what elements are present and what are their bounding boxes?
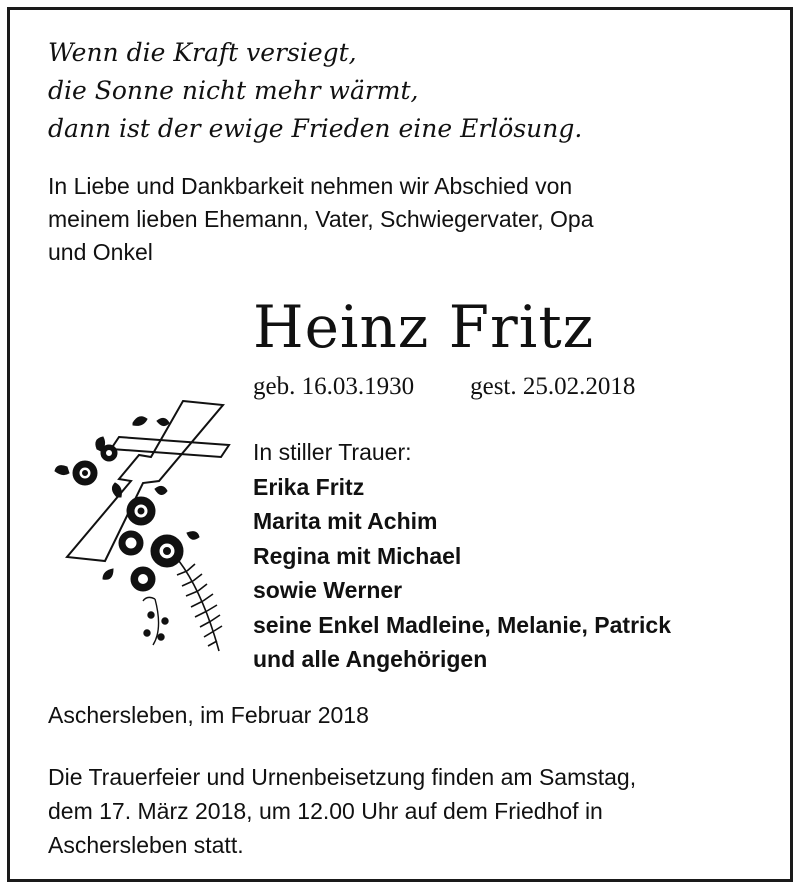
service-line: Aschersleben statt.: [48, 832, 244, 858]
mourner-name: sowie Werner: [253, 577, 403, 603]
birth-date: geb. 16.03.1930: [253, 373, 415, 400]
intro-line: In Liebe und Dankbarkeit nehmen wir Abschied von: [48, 173, 573, 199]
intro-text: [48, 170, 748, 269]
deceased-name: Heinz Fritz: [253, 293, 595, 361]
mourner-name: Regina mit Michael: [253, 542, 462, 569]
death-date: gest. 25.02.2018: [470, 373, 636, 400]
poem-line: Wenn die Kraft versiegt,: [48, 38, 357, 67]
poem-line: die Sonne nicht mehr wärmt,: [48, 76, 419, 105]
service-line: Die Trauerfeier und Urnenbeisetzung finden am Samstag,: [48, 764, 637, 790]
poem: [48, 34, 582, 148]
mourner-name: Marita mit Achim: [253, 508, 438, 534]
obituary-frame: [7, 7, 793, 882]
poem-line: dann ist der ewige Frieden eine Erlösung.: [48, 114, 583, 143]
mourners-list: [253, 435, 671, 677]
intro-line: und Onkel: [48, 239, 153, 265]
place-and-date: Aschersleben, im Februar 2018: [48, 702, 369, 728]
mourner-name: und alle Angehörigen: [253, 646, 488, 672]
service-line: dem 17. März 2018, um 12.00 Uhr auf dem Friedhof in: [48, 798, 603, 824]
service-notice: [48, 760, 768, 862]
cross-with-roses-icon: [47, 393, 237, 658]
mourners-heading: In stiller Trauer:: [253, 439, 412, 465]
mourner-name: seine Enkel Madleine, Melanie, Patrick: [253, 611, 672, 638]
intro-line: meinem lieben Ehemann, Vater, Schwiegervater, Opa: [48, 206, 594, 232]
mourner-name: Erika Fritz: [253, 473, 365, 500]
life-dates: [253, 372, 635, 402]
